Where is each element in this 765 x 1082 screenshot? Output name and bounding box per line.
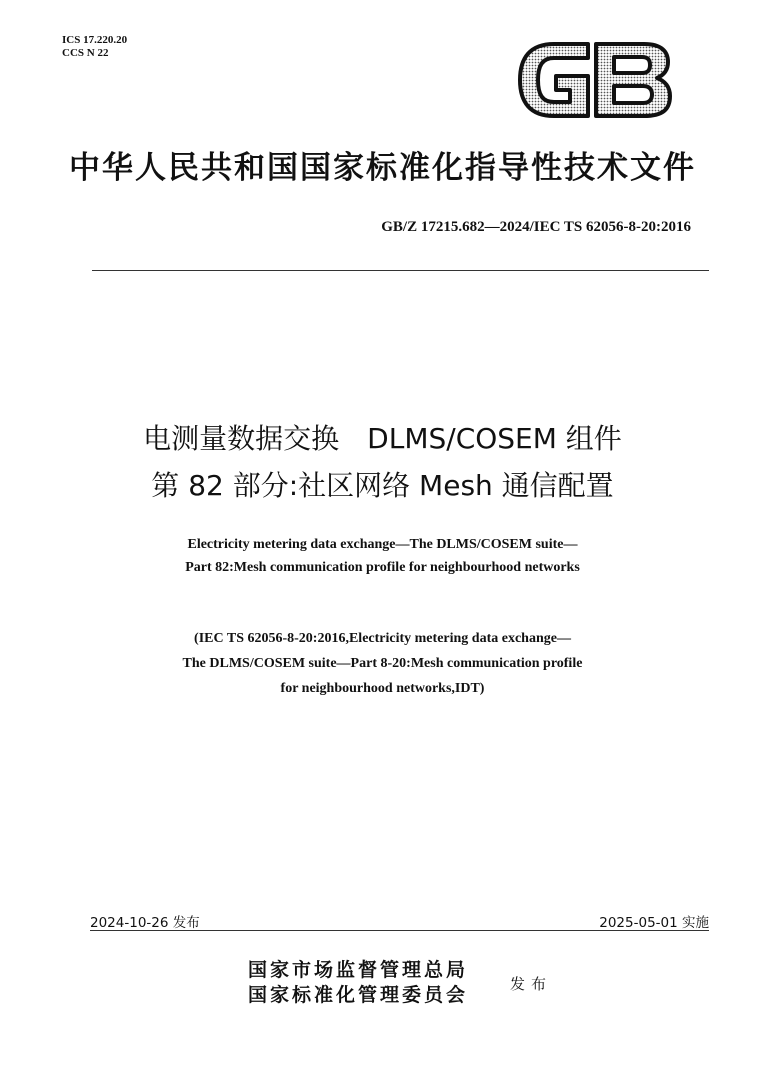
standard-number: GB/Z 17215.682—2024/IEC TS 62056-8-20:2016: [381, 219, 691, 235]
footer-divider: [90, 930, 709, 931]
issue-word: 发布: [510, 975, 553, 993]
implementation-date: 2025-05-01 实施: [599, 915, 709, 931]
classification-codes: [62, 34, 127, 60]
chinese-title-line-1: 电测量数据交换 DLMS/COSEM 组件: [143, 422, 622, 455]
adoption-line-3: for neighbourhood networks,IDT): [280, 681, 485, 696]
adoption-line-1: (IEC TS 62056-8-20:2016,Electricity metering data exchange—: [194, 631, 571, 646]
issuing-authorities: [248, 958, 468, 1008]
adoption-statement: [0, 626, 765, 701]
gb-logo: [516, 40, 672, 120]
document-type: 中华人民共和国国家标准化指导性技术文件: [69, 150, 696, 186]
issuer-line-1: 国家市场监督管理总局: [248, 959, 469, 981]
adoption-line-2: The DLMS/COSEM suite—Part 8-20:Mesh communication profile: [182, 656, 583, 671]
ccs-code: CCS N 22: [62, 47, 109, 59]
english-title-line-1: Electricity metering data exchange—The DLMS/COSEM suite—: [187, 537, 578, 552]
english-title: [0, 533, 765, 579]
english-title-line-2: Part 82:Mesh communication profile for neighbourhood networks: [185, 560, 580, 575]
issuer-line-2: 国家标准化管理委员会: [248, 984, 469, 1006]
ics-code: ICS 17.220.20: [62, 34, 128, 46]
header-divider: [92, 270, 709, 271]
issue-date: 2024-10-26 发布: [90, 915, 200, 931]
chinese-title-line-2: 第 82 部分:社区网络 Mesh 通信配置: [151, 469, 614, 502]
